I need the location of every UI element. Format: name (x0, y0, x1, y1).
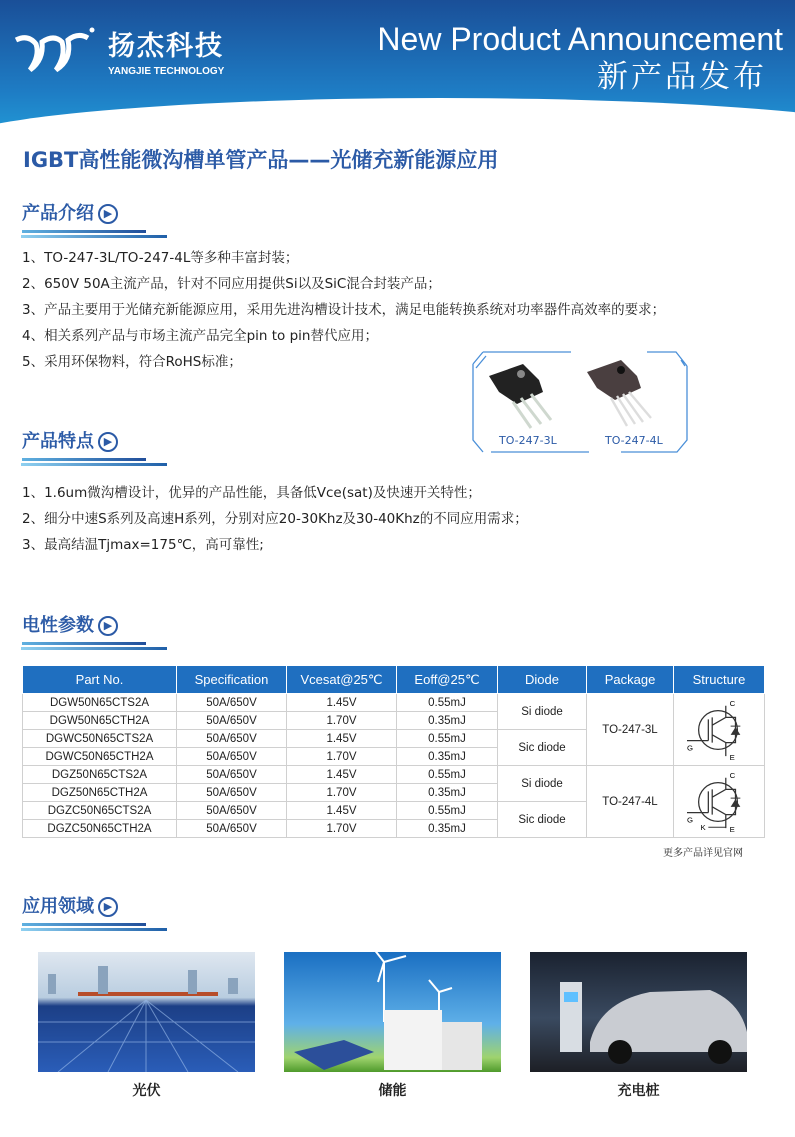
vcesat-cell: 1.45V (287, 730, 397, 748)
app-caption: 光伏 (132, 1083, 161, 1099)
list-item: 2、650V 50A主流产品，针对不同应用提供Si以及SiC混合封装产品； (22, 276, 441, 292)
specification-cell: 50A/650V (177, 802, 287, 820)
diode-cell: Sic diode (498, 802, 587, 838)
diode-cell: Si diode (498, 694, 587, 730)
col-header: Specification (177, 666, 287, 694)
section-label: 应用领域 (22, 896, 94, 917)
underline (21, 647, 167, 650)
eoff-cell: 0.55mJ (397, 802, 498, 820)
col-header: Diode (498, 666, 587, 694)
underline (22, 230, 146, 233)
list-item: 3、产品主要用于光储充新能源应用，采用先进沟槽设计技术，满足电能转换系统对功率器件高效率的要求； (22, 302, 666, 318)
yangjie-logo-icon (14, 26, 96, 76)
pin-g: G (687, 742, 694, 752)
eoff-cell: 0.35mJ (397, 820, 498, 838)
section-label: 电性参数 (22, 615, 94, 636)
table-header-row (23, 666, 765, 694)
charging-photo (530, 952, 747, 1072)
pin-g: G (687, 814, 694, 824)
package-cell: TO-247-4L (587, 766, 674, 838)
underline (22, 458, 146, 461)
storage-photo (284, 952, 501, 1072)
col-header: Eoff@25℃ (397, 666, 498, 694)
pin-e: E (729, 824, 735, 834)
solar-photo (38, 952, 255, 1072)
specification-cell: 50A/650V (177, 784, 287, 802)
vcesat-cell: 1.70V (287, 784, 397, 802)
vcesat-cell: 1.45V (287, 802, 397, 820)
specification-cell: 50A/650V (177, 730, 287, 748)
energy-storage-image (284, 952, 501, 1072)
list-item: 3、最高结温Tjmax=175℃，高可靠性; (22, 537, 264, 553)
package-images (471, 350, 689, 454)
table-row (23, 694, 765, 712)
underline (21, 235, 167, 238)
app-caption: 储能 (378, 1083, 407, 1099)
part-no-cell: DGWC50N65CTS2A (23, 730, 177, 748)
eoff-cell: 0.35mJ (397, 712, 498, 730)
list-item: 4、相关系列产品与市场主流产品完全pin to pin替代应用； (22, 328, 378, 344)
solar-panels-image (38, 952, 255, 1072)
logo-cn: 扬杰科技 (108, 31, 224, 62)
col-header: Structure (674, 666, 765, 694)
specification-cell: 50A/650V (177, 766, 287, 784)
table-row (23, 766, 765, 784)
pin-c: C (729, 770, 736, 780)
col-header: Vcesat@25℃ (287, 666, 397, 694)
eoff-cell: 0.55mJ (397, 766, 498, 784)
underline (21, 928, 167, 931)
part-no-cell: DGZ50N65CTS2A (23, 766, 177, 784)
parameters-table (22, 665, 765, 838)
announcement-title-en: New Product Announcement (377, 21, 783, 57)
page-title: IGBT高性能微沟槽单管产品——光储充新能源应用 (23, 148, 499, 172)
logo-en: YANGJIE TECHNOLOGY (108, 66, 225, 77)
chevron-right-icon: ▶ (98, 432, 118, 452)
structure-cell (674, 694, 765, 766)
to247-3l-chip-icon (487, 362, 567, 434)
col-header: Part No. (23, 666, 177, 694)
app-caption: 充电桩 (617, 1083, 660, 1099)
pin-e: E (729, 752, 735, 762)
vcesat-cell: 1.70V (287, 712, 397, 730)
pin-k: K (700, 822, 706, 832)
header-wave (0, 98, 795, 130)
eoff-cell: 0.55mJ (397, 694, 498, 712)
to247-4l-chip-icon (585, 358, 665, 434)
igbt-symbol-icon (684, 770, 754, 834)
eoff-cell: 0.35mJ (397, 748, 498, 766)
list-item: 1、1.6um微沟槽设计，优异的产品性能，具备低Vce(sat)及快速开关特性； (22, 485, 481, 501)
list-item: 1、TO-247-3L/TO-247-4L等多种丰富封装； (22, 250, 299, 266)
underline (21, 463, 167, 466)
part-no-cell: DGW50N65CTH2A (23, 712, 177, 730)
specification-cell: 50A/650V (177, 694, 287, 712)
part-no-cell: DGZC50N65CTS2A (23, 802, 177, 820)
chevron-right-icon: ▶ (98, 616, 118, 636)
specification-cell: 50A/650V (177, 820, 287, 838)
list-item: 5、采用环保物料，符合RoHS标准； (22, 354, 242, 370)
pin-c: C (729, 698, 736, 708)
section-heading-features (22, 430, 172, 470)
more-products-note: 更多产品详见官网 (663, 848, 743, 859)
igbt-symbol-icon (684, 698, 754, 762)
chevron-right-icon: ▶ (98, 204, 118, 224)
structure-cell (674, 766, 765, 838)
package-cell: TO-247-3L (587, 694, 674, 766)
section-heading-params (22, 614, 172, 654)
section-heading-intro (22, 202, 172, 242)
col-header: Package (587, 666, 674, 694)
announcement-title-cn: 新产品发布 (597, 59, 767, 95)
section-label: 产品介绍 (22, 203, 94, 224)
vcesat-cell: 1.45V (287, 766, 397, 784)
chevron-right-icon: ▶ (98, 897, 118, 917)
vcesat-cell: 1.70V (287, 748, 397, 766)
vcesat-cell: 1.45V (287, 694, 397, 712)
part-no-cell: DGZ50N65CTH2A (23, 784, 177, 802)
header-banner (0, 0, 795, 130)
section-heading-applications (22, 895, 172, 935)
eoff-cell: 0.35mJ (397, 784, 498, 802)
features-list (22, 480, 528, 558)
specification-cell: 50A/650V (177, 712, 287, 730)
eoff-cell: 0.55mJ (397, 730, 498, 748)
package-label: TO-247-4L (605, 434, 663, 447)
underline (22, 923, 146, 926)
package-label: TO-247-3L (499, 434, 557, 447)
vcesat-cell: 1.70V (287, 820, 397, 838)
part-no-cell: DGW50N65CTS2A (23, 694, 177, 712)
part-no-cell: DGWC50N65CTH2A (23, 748, 177, 766)
ev-charging-image (530, 952, 747, 1072)
specification-cell: 50A/650V (177, 748, 287, 766)
underline (22, 642, 146, 645)
diode-cell: Si diode (498, 766, 587, 802)
part-no-cell: DGZC50N65CTH2A (23, 820, 177, 838)
diode-cell: Sic diode (498, 730, 587, 766)
list-item: 2、细分中速S系列及高速H系列，分别对应20-30Khz及30-40Khz的不同应用需求； (22, 511, 528, 527)
section-label: 产品特点 (22, 431, 94, 452)
